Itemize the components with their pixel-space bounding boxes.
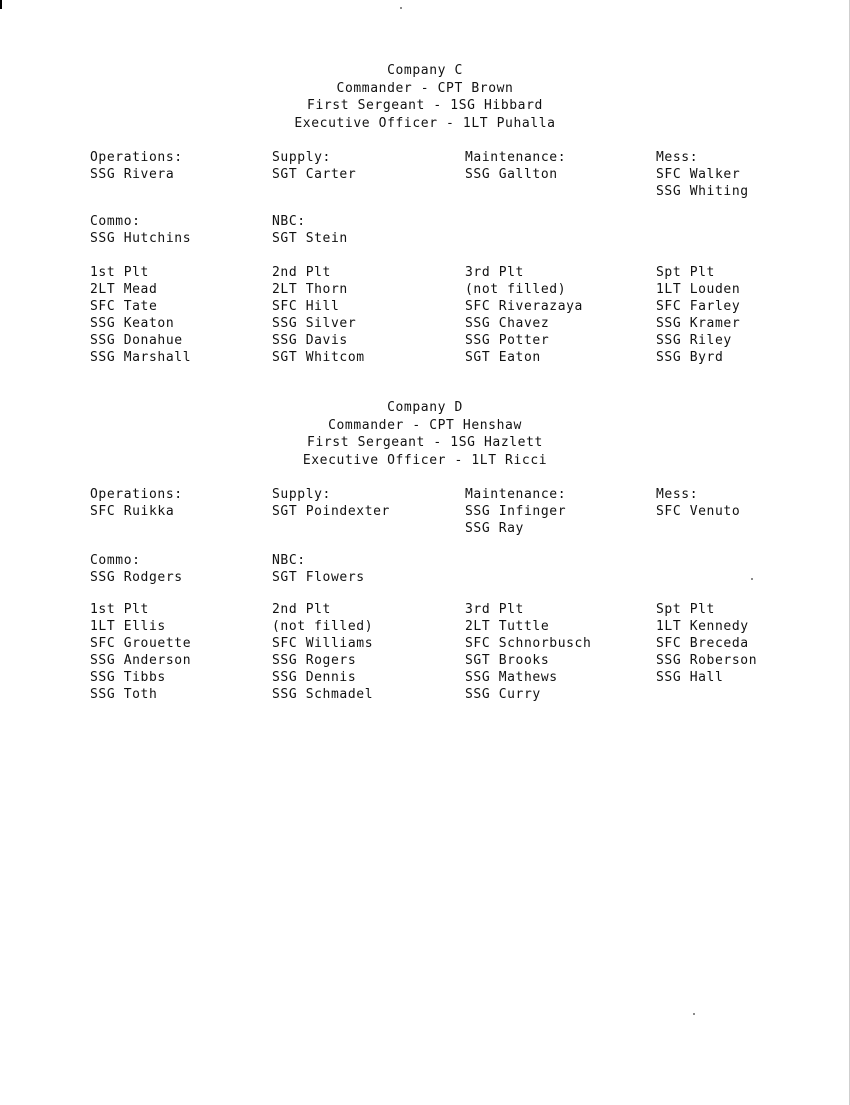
nbc-section	[272, 552, 365, 586]
commander-line: Commander - CPT Henshaw	[328, 417, 522, 433]
supply-section	[272, 486, 390, 520]
personnel-entry: SSG Infinger	[465, 504, 567, 519]
staff-row-2	[0, 213, 850, 264]
personnel-entry: SFC Hill	[272, 299, 340, 314]
commo-section	[90, 552, 183, 586]
personnel-entry: SFC Tate	[90, 299, 158, 314]
company-d-header	[0, 399, 850, 469]
platoon-row	[0, 601, 850, 703]
platoon-row	[0, 264, 850, 366]
operations-section	[90, 149, 183, 183]
personnel-entry: SSG Chavez	[465, 316, 550, 331]
section-label: Maintenance:	[465, 487, 567, 502]
personnel-entry: SGT Carter	[272, 167, 357, 182]
supply-section	[272, 149, 356, 183]
section-label: Spt Plt	[656, 265, 715, 280]
staff-row-2	[0, 552, 850, 601]
personnel-entry: SGT Poindexter	[272, 504, 390, 519]
personnel-entry: SGT Flowers	[272, 570, 365, 585]
section-label: Mess:	[656, 150, 699, 165]
company-title: Company C	[387, 63, 463, 78]
section-label: Supply:	[272, 487, 331, 502]
section-label: 2nd Plt	[272, 265, 331, 280]
nbc-section	[272, 213, 348, 247]
maintenance-section	[465, 486, 566, 537]
personnel-entry: SFC Farley	[656, 299, 741, 314]
section-label: Maintenance:	[465, 150, 567, 165]
mess-section	[656, 486, 740, 520]
personnel-entry: SGT Whitcom	[272, 350, 365, 365]
section-label: 3rd Plt	[465, 602, 524, 617]
personnel-entry: SFC Schnorbusch	[465, 636, 592, 651]
section-label: Mess:	[656, 487, 699, 502]
personnel-entry: SSG Kramer	[656, 316, 741, 331]
personnel-entry: SSG Silver	[272, 316, 357, 331]
section-label: 2nd Plt	[272, 602, 331, 617]
personnel-entry: SFC Riverazaya	[465, 299, 583, 314]
executive-officer-line: Executive Officer - 1LT Ricci	[302, 452, 548, 468]
personnel-entry: 2LT Thorn	[272, 282, 348, 297]
support-platoon	[656, 601, 757, 686]
personnel-entry: SGT Brooks	[465, 653, 550, 668]
personnel-entry: 2LT Mead	[90, 282, 158, 297]
personnel-entry: SSG Hall	[656, 670, 724, 685]
personnel-entry: SFC Venuto	[656, 504, 741, 519]
commander-line: Commander - CPT Brown	[336, 80, 514, 96]
personnel-entry: SSG Donahue	[90, 333, 183, 348]
personnel-entry: SSG Keaton	[90, 316, 175, 331]
maintenance-section	[465, 149, 566, 183]
personnel-entry: SFC Grouette	[90, 636, 192, 651]
personnel-entry: SSG Davis	[272, 333, 348, 348]
personnel-entry: SSG Tibbs	[90, 670, 166, 685]
personnel-entry: SSG Byrd	[656, 350, 724, 365]
3rd-platoon	[465, 601, 591, 703]
company-d-block	[0, 399, 850, 703]
personnel-entry: SFC Breceda	[656, 636, 749, 651]
personnel-entry: SSG Whiting	[656, 184, 749, 199]
personnel-entry: SSG Curry	[465, 687, 541, 702]
first-sergeant-line: First Sergeant - 1SG Hazlett	[307, 435, 543, 450]
personnel-entry: SGT Eaton	[465, 350, 541, 365]
commo-section	[90, 213, 191, 247]
2nd-platoon	[272, 601, 373, 703]
operations-section	[90, 486, 183, 520]
personnel-entry: SSG Rivera	[90, 167, 175, 182]
section-label: NBC:	[272, 553, 306, 568]
personnel-entry: 2LT Tuttle	[465, 619, 550, 634]
personnel-entry: 1LT Louden	[656, 282, 741, 297]
scan-edge-mark	[0, 0, 2, 9]
personnel-entry: SFC Williams	[272, 636, 374, 651]
personnel-entry: SGT Stein	[272, 231, 348, 246]
personnel-entry: SSG Hutchins	[90, 231, 192, 246]
section-label: 1st Plt	[90, 602, 149, 617]
personnel-entry: SSG Anderson	[90, 653, 192, 668]
executive-officer-line: Executive Officer - 1LT Puhalla	[294, 115, 556, 131]
section-label: Supply:	[272, 150, 331, 165]
personnel-entry: SFC Ruikka	[90, 504, 175, 519]
personnel-entry: SSG Riley	[656, 333, 732, 348]
personnel-entry: (not filled)	[272, 619, 374, 634]
section-label: Spt Plt	[656, 602, 715, 617]
scan-speck	[693, 1013, 695, 1015]
1st-platoon	[90, 601, 191, 703]
personnel-entry: (not filled)	[465, 282, 567, 297]
personnel-entry: SSG Dennis	[272, 670, 357, 685]
personnel-entry: SSG Rodgers	[90, 570, 183, 585]
section-label: 3rd Plt	[465, 265, 524, 280]
company-c-header	[0, 62, 850, 132]
section-label: 1st Plt	[90, 265, 149, 280]
first-sergeant-line: First Sergeant - 1SG Hibbard	[307, 98, 543, 113]
staff-row-1	[0, 486, 850, 552]
section-label: Commo:	[90, 553, 141, 568]
personnel-entry: SFC Walker	[656, 167, 741, 182]
support-platoon	[656, 264, 740, 366]
staff-row-1	[0, 149, 850, 213]
company-title: Company D	[387, 400, 463, 415]
company-c-block	[0, 62, 850, 366]
personnel-entry: 1LT Kennedy	[656, 619, 749, 634]
section-label: NBC:	[272, 214, 306, 229]
personnel-entry: SSG Roberson	[656, 653, 758, 668]
personnel-entry: SSG Rogers	[272, 653, 357, 668]
1st-platoon	[90, 264, 191, 366]
personnel-entry: SSG Ray	[465, 521, 524, 536]
scan-speck	[400, 7, 402, 9]
section-label: Operations:	[90, 487, 183, 502]
section-label: Operations:	[90, 150, 183, 165]
personnel-entry: SSG Schmadel	[272, 687, 374, 702]
personnel-entry: SSG Gallton	[465, 167, 558, 182]
section-label: Commo:	[90, 214, 141, 229]
3rd-platoon	[465, 264, 583, 366]
personnel-entry: SSG Potter	[465, 333, 550, 348]
personnel-entry: SSG Marshall	[90, 350, 192, 365]
personnel-entry: 1LT Ellis	[90, 619, 166, 634]
2nd-platoon	[272, 264, 365, 366]
mess-section	[656, 149, 749, 200]
personnel-entry: SSG Mathews	[465, 670, 558, 685]
personnel-entry: SSG Toth	[90, 687, 158, 702]
